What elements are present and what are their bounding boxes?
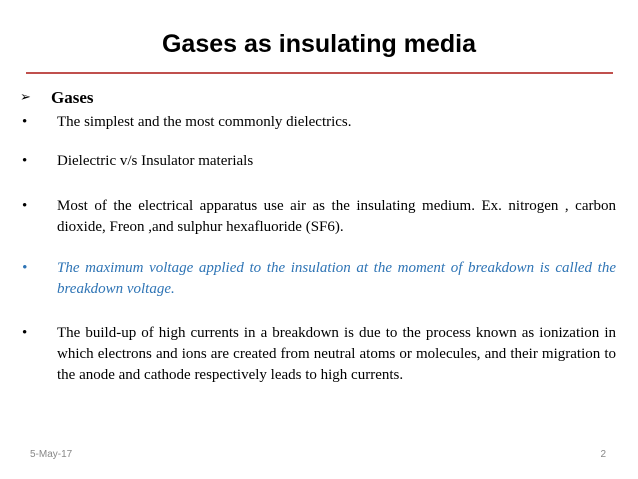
bullet-icon: • [22, 260, 28, 276]
section-heading-label: Gases [51, 88, 94, 107]
arrow-bullet-icon: ➢ [20, 90, 31, 105]
bullet-text: Dielectric v/s Insulator materials [57, 153, 254, 169]
footer-date: 5-May-17 [30, 449, 73, 460]
bullet-icon: • [22, 153, 28, 169]
bullet-item-highlight [22, 258, 616, 300]
bullet-text: Most of the electrical apparatus use air as the insulating medium. Ex. nitrogen , carbon dioxide, Freon ,and sulphur hexafluoride (SF6). [57, 198, 616, 235]
bullet-text: The build-up of high currents in a breakdown is due to the process known as ionization in which electrons and ions are created from neutral atoms or molecules, and their migration to the anode and cathode respectively leads to high currents. [57, 325, 616, 383]
bullet-text: The simplest and the most commonly dielectrics. [57, 114, 352, 130]
title-divider [26, 72, 613, 74]
page-number: 2 [600, 449, 606, 460]
section-heading [20, 87, 94, 109]
bullet-item [22, 112, 616, 133]
bullet-item [22, 151, 616, 172]
bullet-text: The maximum voltage applied to the insulation at the moment of breakdown is called the breakdown voltage. [57, 260, 616, 297]
bullet-icon: • [22, 114, 28, 130]
bullet-item [22, 196, 616, 238]
slide-title: Gases as insulating media [161, 30, 476, 58]
bullet-item [22, 323, 616, 386]
bullet-icon: • [22, 198, 28, 214]
bullet-icon: • [22, 325, 28, 341]
